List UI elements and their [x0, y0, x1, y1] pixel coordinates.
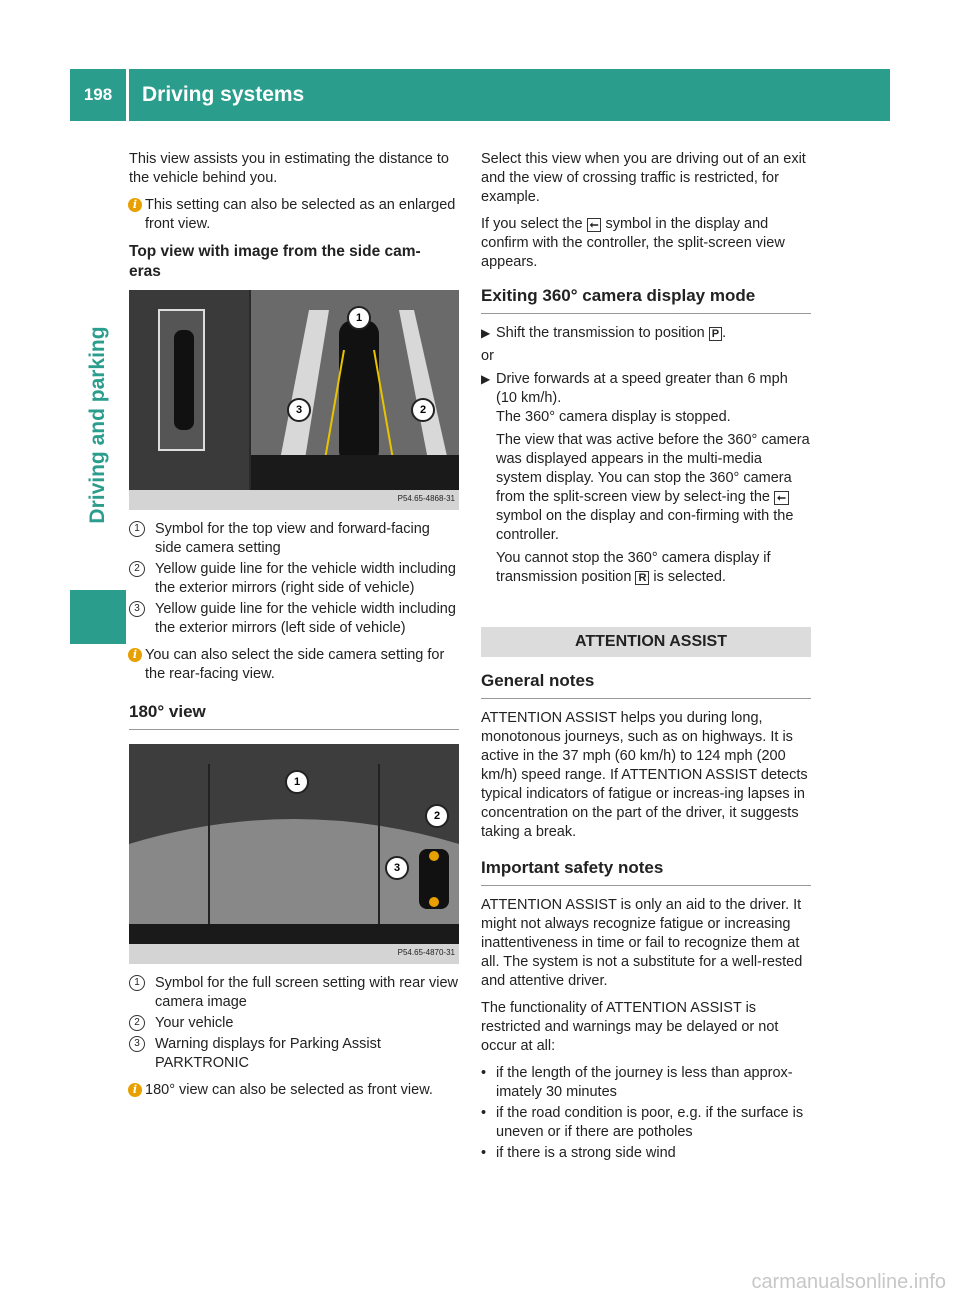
bullet-icon: • — [481, 1105, 487, 1121]
callout-3: 3 — [287, 398, 311, 422]
bullet-icon: • — [481, 1145, 487, 1161]
legend-number: 2 — [129, 1015, 145, 1031]
paragraph: ATTENTION ASSIST helps you during long, monotonous journeys, such as on highways. It is active in the 37 mph (60 km/h) to 124 mph (200 km/h) speed range. If ATTENTION ASSIST detects typical indicators of fatigue or increas-ing lapses in concentration on the part of the driver, it suggests taking a break. — [481, 710, 808, 840]
paragraph: The functionality of ATTENTION ASSIST is restricted and warnings may be delayed or not occur at all: — [481, 1000, 779, 1054]
text: Shift the transmission to position — [496, 325, 705, 341]
header-divider — [126, 69, 129, 121]
page-number: 198 — [83, 85, 113, 104]
legend-text: Yellow guide line for the vehicle width including the exterior mirrors (right side of vehicle) — [155, 561, 456, 596]
right-column — [481, 150, 811, 1165]
instruction-step: ▶ Shift the transmission to position P . — [481, 325, 727, 341]
text: symbol in the display and confirm with the controller, the split-screen view appears. — [481, 216, 785, 270]
legend-item — [129, 560, 459, 598]
info-note — [129, 196, 459, 234]
legend-number: 1 — [129, 521, 145, 537]
text: Drive forwards at a speed greater than 6 mph (10 km/h). — [496, 371, 788, 406]
paragraph: Select this view when you are driving out of an exit and the view of crossing traffic is restricted, for example. — [481, 151, 806, 205]
legend-item — [129, 974, 459, 1012]
text: if the length of the journey is less than approx-imately 30 minutes — [496, 1065, 793, 1100]
section-heading: Important safety notes — [481, 858, 811, 886]
step-result: The 360° camera display is stopped. — [496, 409, 731, 425]
paragraph — [481, 431, 811, 545]
list-item — [481, 1104, 811, 1142]
text: if the road condition is poor, e.g. if the surface is uneven or if there are potholes — [496, 1105, 804, 1140]
callout-3: 3 — [385, 856, 409, 880]
left-column — [129, 150, 459, 1108]
paragraph: ATTENTION ASSIST is only an aid to the driver. It might not always recognize fatigue or increasing inattentiveness in time or fail to recognize them at all. The system is not a substitute for a well-rested and attentive driver. — [481, 897, 803, 989]
list-item — [481, 1144, 811, 1163]
figure-code: P54.65-4870-31 — [397, 948, 455, 957]
legend-text: Your vehicle — [155, 1015, 234, 1031]
legend-text: Warning displays for Parking Assist PARKTRONIC — [155, 1036, 381, 1071]
watermark-link[interactable]: carmanualsonline.info — [751, 1271, 946, 1293]
info-text: You can also select the side camera setting for the rear-facing view. — [145, 647, 445, 682]
or-text: or — [481, 348, 494, 364]
info-note — [129, 646, 459, 684]
info-note — [129, 1081, 459, 1100]
chapter-subheading: ATTENTION ASSIST — [481, 627, 811, 657]
side-tab-marker — [70, 590, 126, 644]
legend-item — [129, 1035, 459, 1073]
gear-position-r: R — [635, 571, 649, 585]
subheading: Top view with image from the side cam-eras — [129, 243, 421, 280]
legend-item — [129, 520, 459, 558]
section-heading: 180° view — [129, 702, 459, 730]
text: You cannot stop the 360° camera display if transmission position — [496, 550, 771, 585]
view-180-figure — [129, 744, 459, 964]
top-view-figure — [129, 290, 459, 510]
info-icon: i — [128, 198, 142, 212]
info-icon: i — [128, 1083, 142, 1097]
instruction-step — [481, 370, 811, 427]
legend-item — [129, 1014, 459, 1033]
legend-number: 3 — [129, 1036, 145, 1052]
section-heading: General notes — [481, 671, 811, 699]
info-text: 180° view can also be selected as front view. — [145, 1082, 433, 1098]
section-heading: Exiting 360° camera display mode — [481, 286, 811, 314]
legend-text: Yellow guide line for the vehicle width including the exterior mirrors (left side of vehicle) — [155, 601, 456, 636]
callout-1: 1 — [347, 306, 371, 330]
arrow-icon: ▶ — [481, 326, 491, 340]
text: symbol on the display and con-firming with the controller. — [496, 508, 794, 543]
text: if there is a strong side wind — [496, 1145, 676, 1161]
bullet-icon: • — [481, 1065, 487, 1081]
callout-2: 2 — [411, 398, 435, 422]
side-tab — [70, 300, 126, 550]
legend-text: Symbol for the top view and forward-facing side camera setting — [155, 521, 430, 556]
legend-text: Symbol for the full screen setting with rear view camera image — [155, 975, 459, 1010]
callout-2: 2 — [425, 804, 449, 828]
legend-number: 2 — [129, 561, 145, 577]
paragraph — [481, 549, 811, 587]
text: is selected. — [653, 569, 726, 585]
figure-code: P54.65-4868-31 — [397, 494, 455, 503]
side-tab-label: Driving and parking — [86, 326, 109, 524]
gear-position-p: P — [709, 327, 722, 341]
paragraph: This view assists you in estimating the distance to the vehicle behind you. — [129, 151, 449, 186]
arrow-icon: ▶ — [481, 372, 491, 386]
chapter-title: Driving systems — [142, 83, 305, 106]
legend-number: 3 — [129, 601, 145, 617]
text: The view that was active before the 360° camera was displayed appears in the multi-media system display. You can stop the 360° camera from the split-screen view by select-ing the — [496, 432, 810, 505]
text: If you select the — [481, 216, 583, 232]
paragraph — [481, 215, 811, 272]
info-text: This setting can also be selected as an enlarged front view. — [145, 197, 456, 232]
back-arrow-icon: ⭠ — [587, 218, 602, 232]
callout-1: 1 — [285, 770, 309, 794]
legend-item — [129, 600, 459, 638]
info-icon: i — [128, 648, 142, 662]
back-arrow-icon: ⭠ — [774, 491, 789, 505]
legend-number: 1 — [129, 975, 145, 991]
list-item — [481, 1064, 811, 1102]
